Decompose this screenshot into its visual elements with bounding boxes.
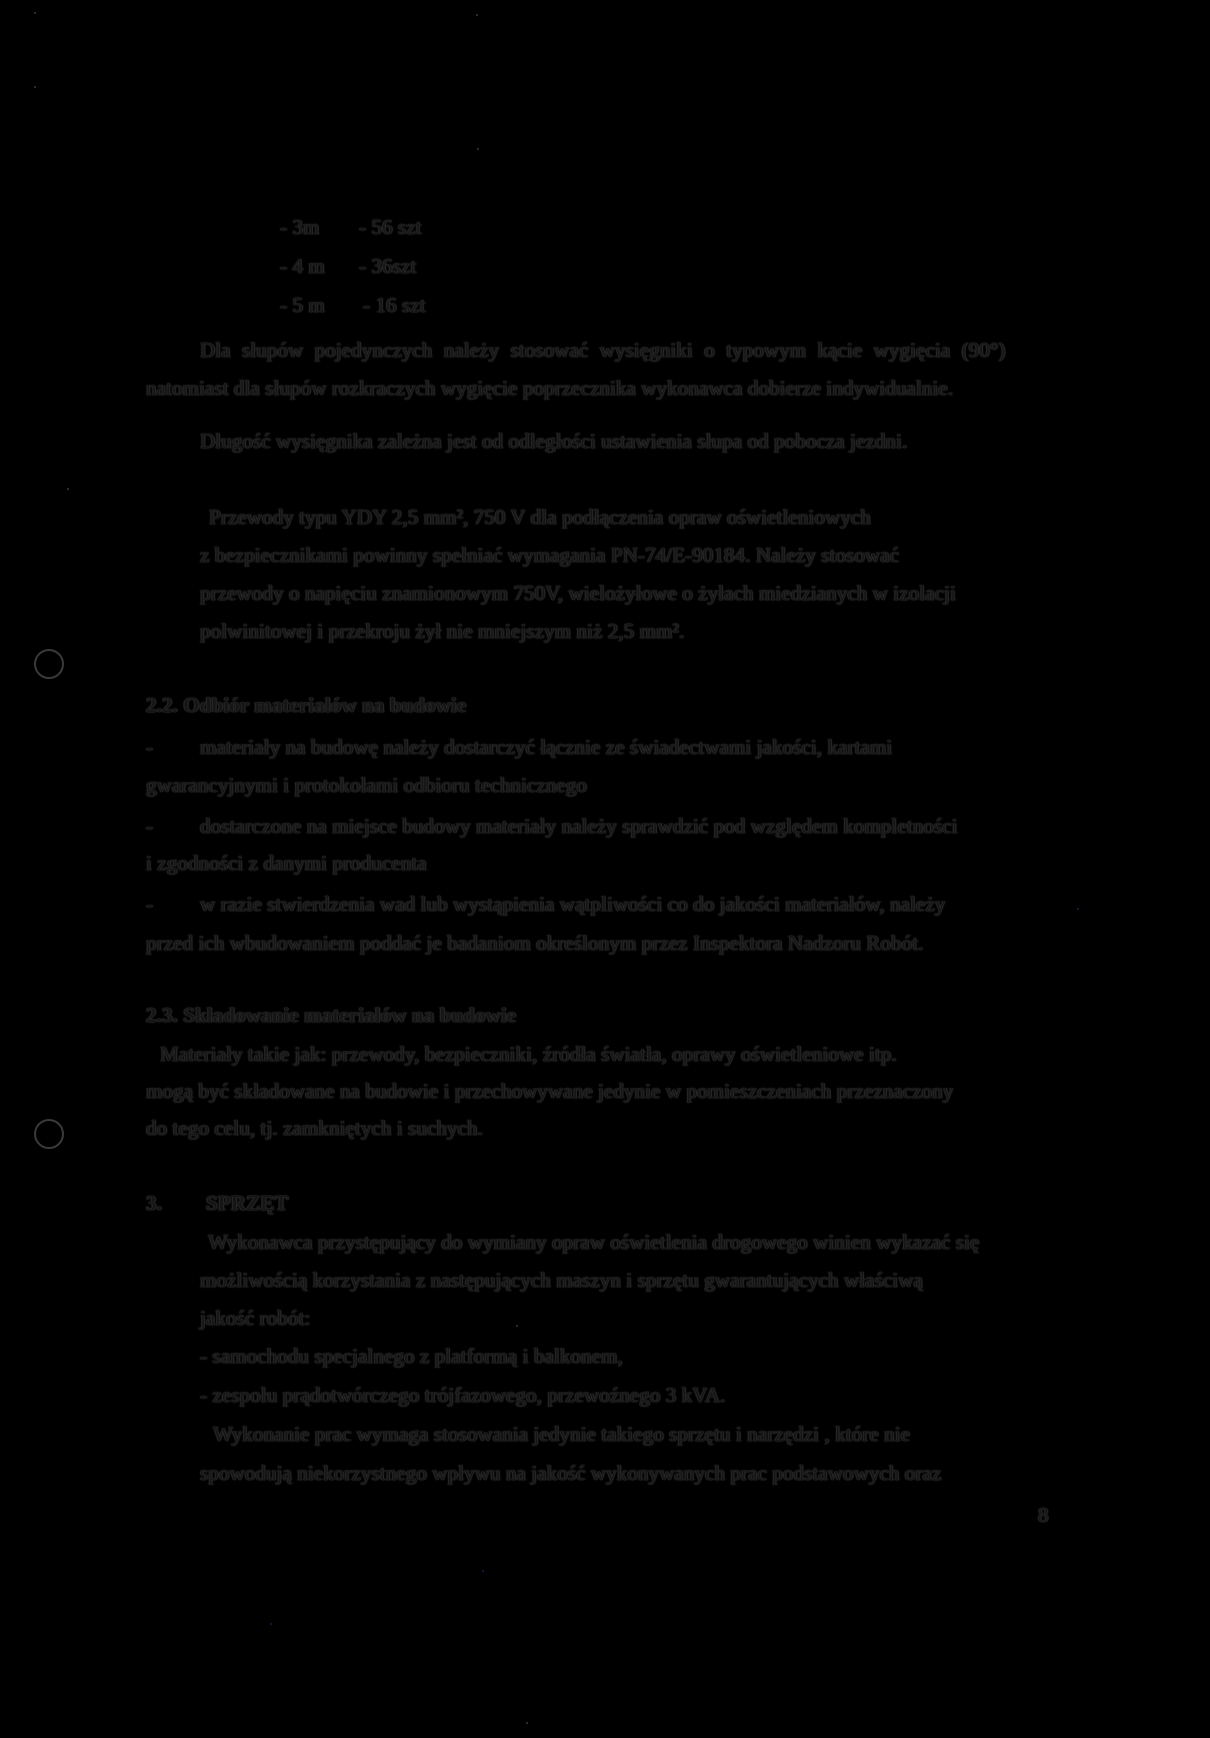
pole-count-5m: - 16 szt: [363, 293, 426, 317]
pole-length-5m: - 5 m: [280, 293, 325, 317]
scan-speck: [34, 86, 36, 88]
scan-speck: [482, 1570, 484, 1572]
pole-count-4m: - 36szt: [359, 254, 417, 278]
bullet-2: -: [146, 814, 154, 838]
pole-length-3m: - 3m: [280, 215, 320, 239]
pole-length-4m: - 4 m: [280, 254, 325, 278]
section-2-2-heading: 2.2. Odbiór materiałów na budowie: [146, 693, 467, 717]
scan-speck: [1077, 908, 1079, 910]
equipment-line-4: Wykonanie prac wymaga stosowania jedynie takiego sprzętu i narzędzi , które nie: [213, 1422, 911, 1446]
cables-line-3: przewody o napięciu znamionowym 750V, wielożyłowe o żyłach miedzianych w izolacji: [200, 581, 956, 605]
cables-line-2: z bezpiecznikami powinny spełniać wymagania PN-74/E-90184. Należy stosować: [200, 543, 900, 567]
arms-paragraph-line-1: Dla słupów pojedynczych należy stosować wysięgniki o typowym kącie wygięcia (90°): [200, 338, 1006, 362]
pole-count-3m: - 56 szt: [359, 215, 422, 239]
cables-line-4: polwinitowej i przekroju żył nie mniejszym niż 2,5 mm².: [200, 619, 685, 643]
equipment-line-2: możliwością korzystania z następujących maszyn i sprzętu gwarantujących właściwą: [200, 1268, 923, 1292]
section-3-number: 3.: [146, 1191, 162, 1215]
page-number: 8: [1038, 1503, 1049, 1527]
scan-speck: [67, 488, 69, 490]
reception-item-3-a: w razie stwierdzenia wad lub wystąpienia wątpliwości co do jakości materiałów, należy: [200, 892, 946, 916]
reception-item-1-a: materiały na budowę należy dostarczyć łącznie ze świadectwami jakości, kartami: [200, 735, 893, 759]
scan-speck: [516, 1325, 518, 1327]
equipment-line-5: spowodują niekorzystnego wpływu na jakość wykonywanych prac podstawowych oraz: [200, 1461, 942, 1485]
scan-speck: [34, 12, 36, 14]
storage-line-1: Materiały takie jak: przewody, bezpieczniki, źródła światła, oprawy oświetleniowe itp.: [160, 1042, 897, 1066]
section-3-title: SPRZĘT: [206, 1191, 289, 1215]
arm-length-paragraph: Długość wysięgnika zależna jest od odległości ustawienia słupa od pobocza jezdni.: [200, 429, 908, 453]
storage-line-3: do tego celu, tj. zamkniętych i suchych.: [146, 1116, 483, 1140]
section-2-3-heading: 2.3. Składowanie materiałów na budowie: [146, 1003, 517, 1027]
reception-item-2-a: dostarczone na miejsce budowy materiały należy sprawdzić pod względem kompletności: [200, 814, 958, 838]
bullet-3: -: [146, 892, 154, 916]
reception-item-1-b: gwarancyjnymi i protokołami odbioru technicznego: [146, 773, 588, 797]
punch-hole-icon: [34, 1119, 64, 1149]
reception-item-2-b: i zgodności z danymi producenta: [146, 851, 427, 875]
reception-item-3-b: przed ich wbudowaniem poddać je badaniom określonym przez Inspektora Nadzoru Robót.: [146, 931, 924, 955]
bullet-1: -: [146, 735, 154, 759]
equipment-item-2: - zespołu prądotwórczego trójfazowego, przewoźnego 3 kVA.: [200, 1383, 726, 1407]
equipment-line-1: Wykonawca przystępujący do wymiany opraw oświetlenia drogowego winien wykazać się: [208, 1230, 980, 1254]
storage-line-2: mogą być składowane na budowie i przechowywane jedynie w pomieszczeniach przeznaczony: [146, 1079, 954, 1103]
equipment-line-3: jakość robót:: [200, 1306, 311, 1330]
arms-paragraph-line-2: natomiast dla słupów rozkraczych wygięcie poprzecznika wykonawca dobierze indywidualnie.: [146, 376, 954, 400]
punch-hole-icon: [34, 649, 64, 679]
equipment-item-1: - samochodu specjalnego z platformą i balkonem,: [200, 1344, 623, 1368]
scan-speck: [270, 1623, 272, 1625]
scan-speck: [526, 1722, 528, 1724]
scan-speck: [476, 14, 478, 16]
scan-speck: [477, 148, 479, 150]
cables-line-1: Przewody typu YDY 2,5 mm², 750 V dla podłączenia opraw oświetleniowych: [209, 505, 871, 529]
